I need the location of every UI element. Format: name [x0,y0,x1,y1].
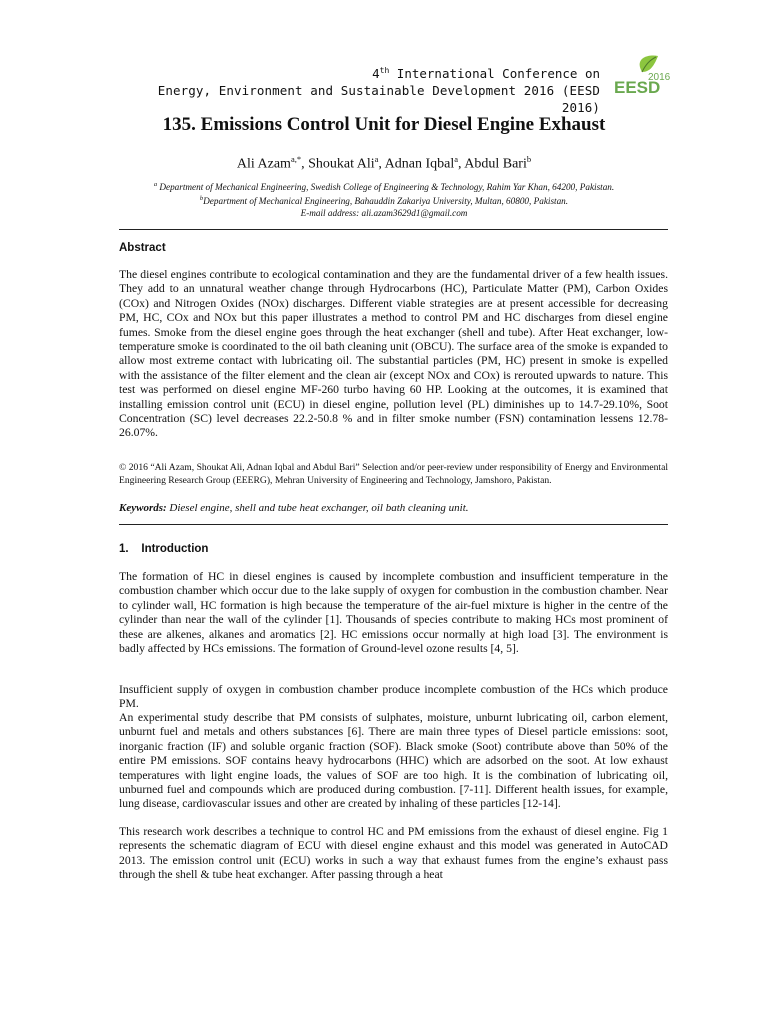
author-affil: a [454,154,458,164]
conference-ordinal-suffix: th [379,66,390,75]
conference-header [120,62,600,116]
keywords [119,501,668,515]
author-name: Shoukat Ali [308,156,375,172]
author-name: Adnan Iqbal [384,156,455,172]
author-name: Ali Azam [236,156,291,172]
keywords-label: Keywords: [119,502,167,514]
conference-line-1 [120,62,600,82]
intro-paragraph-2b: An experimental study describe that PM consists of sulphates, moisture, unburnt lubricating oil, carbon element, unburnt fuel and metals and others substances [6]. There are main three types of Diesel particle emissions: soot, inorganic fraction (IF) and soluble organic fraction (SOF). Black smoke (Soot) contribute above than 50% of the entire PM emissions. SOF contains heavy hydrocarbons (HHC) which are adsorbed on the soot. At low exhaust temperatures with light engine loads, the values of SOF are too high. It is the combination of lubricating oil, unburned fuel and compounds which are produced during combustion. [7-11]. Different health issues, for example, lung disease, cardiovascular issues and other are created by inhaling of these particles [12-14]. [119,711,668,811]
copyright-notice: © 2016 “Ali Azam, Shoukat Ali, Adnan Iqbal and Abdul Bari” Selection and/or peer-review under responsibility of Energy and Environmental Engineering Research Group (EEERG), Mehran University of Engineering and Technology, Jamshoro, Pakistan. [119,462,668,486]
conference-ordinal: 4 [372,66,380,82]
eesd-logo [612,52,674,96]
author-affil: a,* [290,154,302,164]
intro-paragraph-1: The formation of HC in diesel engines is caused by incomplete combustion and insufficient temperature in the combustion chamber which occur due to the lake supply of oxygen for combustion in the combustion chamber. Near to cylinder wall, HC formation is high because the temperature of the air-fuel mixture is higher in the centre of the cylinder than near the wall of the cylinder [1]. Thousands of species contribute to making HCs most prominent of these are alkenes, alkanes and aromatics [2]. HC emissions occur normally at high load [3]. The environment is badly affected by HCs emissions. The formation of Ground-level ozone results [4, 5]. [119,570,668,656]
logo-year: 2016 [648,72,671,83]
abstract-heading: Abstract [119,242,166,254]
keywords-text: Diesel engine, shell and tube heat exchanger, oil bath cleaning unit. [166,502,469,514]
conference-line-2: Energy, Environment and Sustainable Development 2016 (EESD 2016) [157,83,600,116]
intro-paragraph-3: This research work describes a technique to control HC and PM emissions from the exhaust of diesel engine. Fig 1 represents the schematic diagram of ECU with diesel engine exhaust and this model was generated in AutoCAD 2013. The emission control unit (ECU) works in such a way that exhaust fumes from the engine’s exhaust pass through the shell & tube heat exchanger. After passing through a heat [119,825,668,882]
intro-paragraph-2a: Insufficient supply of oxygen in combustion chamber produce incomplete combustion of the HCs which produce PM. [119,683,668,711]
top-divider [119,229,668,230]
email-address: E-mail address: ali.azam3629d1@gmail.com [300,208,468,219]
affiliations [60,179,708,219]
paper-title: 135. Emissions Control Unit for Diesel Engine Exhaust [162,114,606,135]
affiliation-b: $^b$Department of Mechanical Engineering, Bahauddin Zakariya University, Multan, 60800, Pakistan. [199,195,569,207]
author-affil: a [374,154,379,164]
author-name: Abdul Bari [464,156,527,172]
author-list: Ali Azam$^{a,*}$, Shoukat Ali$^a$, Adnan Iqbal$^a$, Abdul Bari$^b$ [236,154,532,172]
conference-title-part: International Conference on [389,66,600,82]
affiliation-a: $^a$ Department of Mechanical Engineering, Swedish College of Engineering & Technology, Rahim Yar Khan, 64200, Pakistan. [153,181,615,193]
logo-text: EESD [614,78,661,96]
introduction-heading: 1. Introduction [119,543,209,555]
logo-leaf-icon [640,56,658,72]
author-affil: b [526,154,532,164]
keywords-divider [119,524,668,525]
abstract-text: The diesel engines contribute to ecological contamination and they are the fundamental driver of a few health issues. They add to an unnatural weather change through Hydrocarbons (HC), Particulate Matter (PM), Carbon Oxides (COx) and Nitrogen Oxides (NOx) discharges. Different viable strategies are at present accessible for decreasing PM, HC, COx and NOx but this paper illustrates a method to control PM and HC discharges from diesel engine fumes. Smoke from the diesel engine goes through the heat exchanger (shell and tube). After Heat exchanger, low-temperature smoke is coordinated to the oil bath cleaning unit (OBCU). The surface area of the smoke is expanded to allow most extreme contact with lubricating oil. The substantial particles (PM, HC) present in smoke is expelled with the assistance of the filter element and the clean air (except NOx and COx) is rerouted upwards to nature. This test was performed on diesel engine MF-260 turbo having 60 HP. Looking at the outcomes, it is examined that installing emission control unit (ECU) in diesel engine, pollution level (PL) diminishes up to 14.7-29.10%, Soot Concentration (SC) level decreases 22.2-50.8 % and in filter smoke number (FSN) contamination lessens 12.78-26.07%. [119,268,668,440]
